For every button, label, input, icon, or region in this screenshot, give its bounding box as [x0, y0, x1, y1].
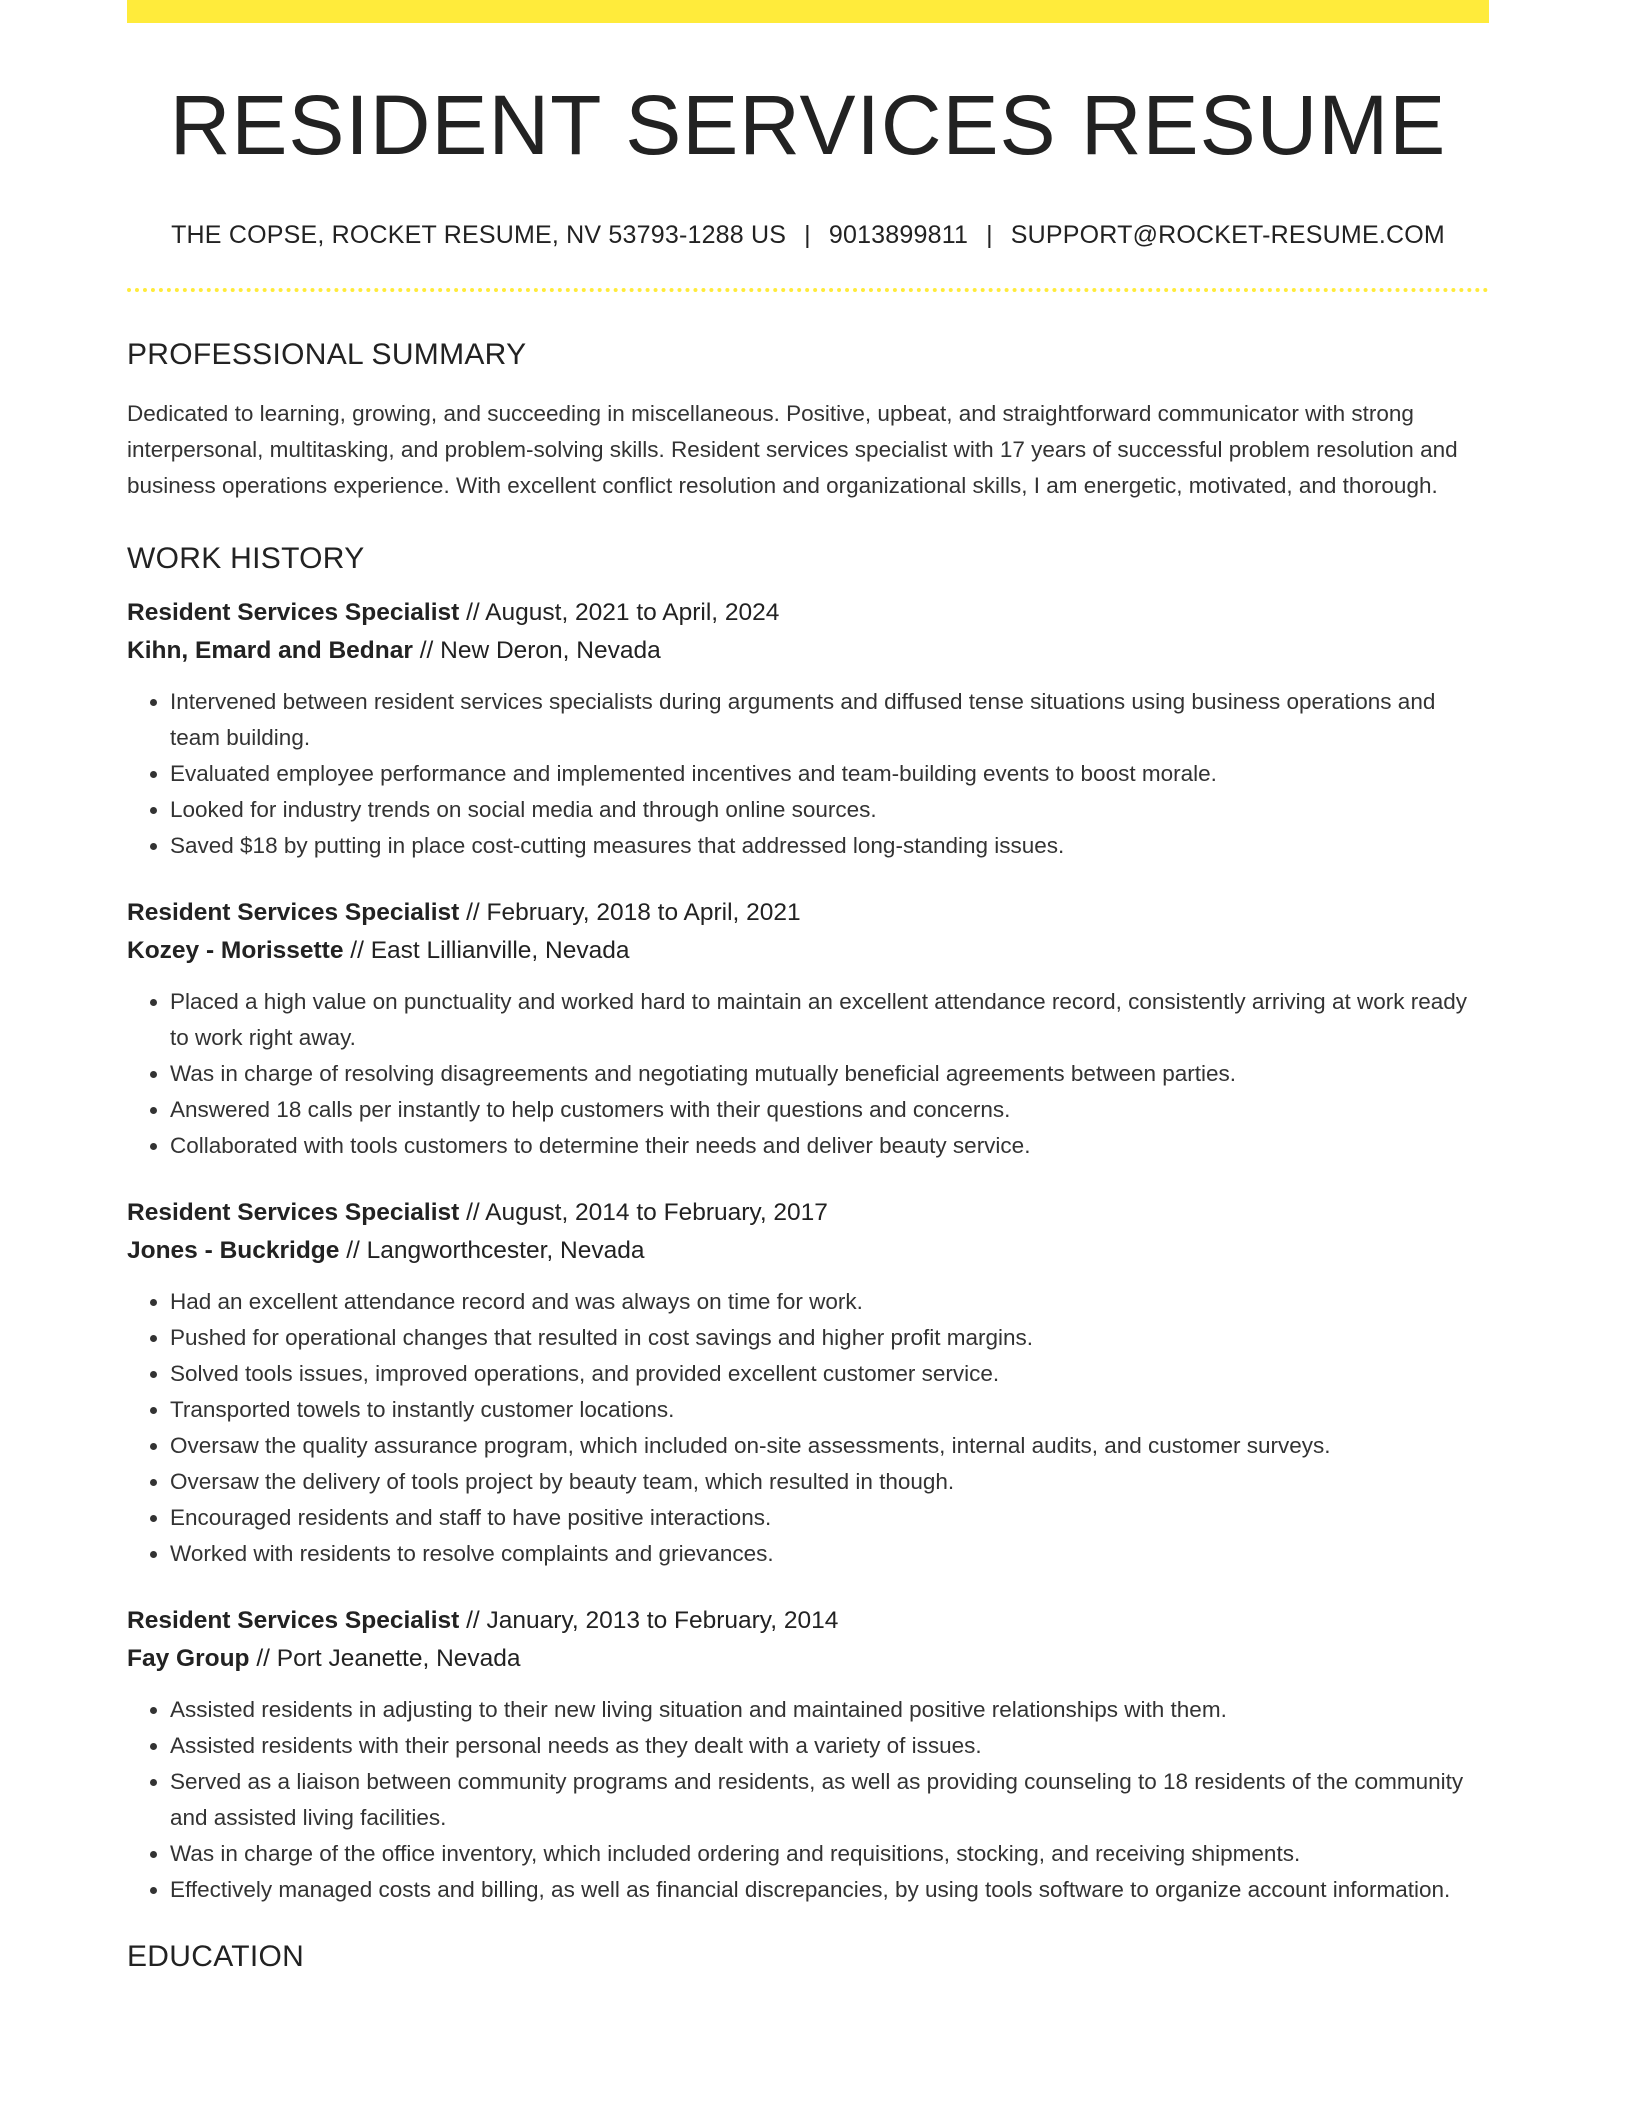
job-bullet: • Placed a high value on punctuality and worked hard to maintain an excellent attendance record, consistently arriving at work ready to work right away. — [170, 984, 1489, 1056]
work-history-list — [127, 594, 1489, 1908]
contact-phone: 9013899811 — [828, 221, 969, 249]
job-bullet: • Pushed for operational changes that resulted in cost savings and higher profit margins. — [170, 1320, 1489, 1356]
job-position: Resident Services Specialist — [127, 1607, 460, 1634]
job-bullet: • Served as a liaison between community programs and residents, as well as providing counseling to 18 residents of the community and assisted living facilities. — [170, 1764, 1489, 1836]
job-bullet: • Had an excellent attendance record and was always on time for work. — [170, 1284, 1489, 1320]
job-entry — [127, 894, 1489, 1164]
job-bullet: • Oversaw the delivery of tools project by beauty team, which resulted in though. — [170, 1464, 1489, 1500]
summary-paragraph: Dedicated to learning, growing, and succeeding in miscellaneous. Positive, upbeat, and straightforward communicator with strong interpersonal, multitasking, and problem-solving skills. Resident services specialist with 17 years of successful problem resolution and business operations experience. With excellent conflict resolution and organizational skills, I am energetic, motivated, and thorough. — [127, 401, 1458, 498]
job-bullet: • Assisted residents with their personal needs as they dealt with a variety of issues. — [170, 1728, 1489, 1764]
job-dates: // August, 2021 to April, 2024 — [466, 599, 780, 626]
job-company-line — [127, 1640, 1489, 1678]
job-title-line — [127, 594, 1489, 632]
job-position: Resident Services Specialist — [127, 1199, 460, 1226]
job-title-line — [127, 1194, 1489, 1232]
job-dates: // February, 2018 to April, 2021 — [466, 899, 801, 926]
job-company-line — [127, 932, 1489, 970]
education-heading: EDUCATION — [127, 1940, 305, 1973]
job-entry — [127, 1602, 1489, 1908]
job-bullet: • Worked with residents to resolve complaints and grievances. — [170, 1536, 1489, 1572]
job-location: // East Lillianville, Nevada — [350, 937, 630, 964]
job-bullet: • Answered 18 calls per instantly to help customers with their questions and concerns. — [170, 1092, 1489, 1128]
job-bullet: • Was in charge of the office inventory, which included ordering and requisitions, stocking, and receiving shipments. — [170, 1836, 1489, 1872]
job-position: Resident Services Specialist — [127, 899, 460, 926]
job-position: Resident Services Specialist — [127, 599, 460, 626]
job-bullet: • Was in charge of resolving disagreements and negotiating mutually beneficial agreements between parties. — [170, 1056, 1489, 1092]
job-bullets — [127, 1284, 1489, 1572]
contact-line — [127, 223, 1489, 248]
contact-email: SUPPORT@ROCKET-RESUME.COM — [1010, 221, 1445, 249]
contact-separator: | — [804, 221, 811, 249]
job-dates: // August, 2014 to February, 2017 — [466, 1199, 828, 1226]
job-company: Kozey - Morissette — [127, 937, 344, 964]
job-title-line — [127, 1602, 1489, 1640]
dotted-divider — [127, 288, 1489, 292]
job-company: Kihn, Emard and Bednar — [127, 637, 413, 664]
job-bullet: • Evaluated employee performance and implemented incentives and team-building events to boost morale. — [170, 756, 1489, 792]
job-location: // New Deron, Nevada — [419, 637, 661, 664]
job-bullet: • Transported towels to instantly customer locations. — [170, 1392, 1489, 1428]
contact-separator: | — [986, 221, 993, 249]
job-bullet: • Encouraged residents and staff to have positive interactions. — [170, 1500, 1489, 1536]
job-company: Jones - Buckridge — [127, 1237, 340, 1264]
job-entry — [127, 1194, 1489, 1572]
accent-top-bar — [127, 0, 1489, 23]
job-bullets — [127, 1692, 1489, 1908]
job-entry — [127, 594, 1489, 864]
job-company-line — [127, 1232, 1489, 1270]
job-location: // Langworthcester, Nevada — [346, 1237, 645, 1264]
job-dates: // January, 2013 to February, 2014 — [466, 1607, 839, 1634]
job-bullet: • Effectively managed costs and billing, as well as financial discrepancies, by using tools software to organize account information. — [170, 1872, 1489, 1908]
contact-address: THE COPSE, ROCKET RESUME, NV 53793-1288 US — [171, 221, 787, 249]
job-bullet: • Assisted residents in adjusting to their new living situation and maintained positive relationships with them. — [170, 1692, 1489, 1728]
job-bullets — [127, 684, 1489, 864]
job-bullet: • Collaborated with tools customers to determine their needs and deliver beauty service. — [170, 1128, 1489, 1164]
job-company-line — [127, 632, 1489, 670]
job-bullet: • Oversaw the quality assurance program, which included on-site assessments, internal audits, and customer surveys. — [170, 1428, 1489, 1464]
summary-heading: PROFESSIONAL SUMMARY — [127, 338, 527, 371]
job-bullet: • Looked for industry trends on social media and through online sources. — [170, 792, 1489, 828]
job-company: Fay Group — [127, 1645, 250, 1672]
job-location: // Port Jeanette, Nevada — [256, 1645, 521, 1672]
job-bullet: • Saved $18 by putting in place cost-cutting measures that addressed long-standing issues. — [170, 828, 1489, 864]
job-bullet: • Intervened between resident services specialists during arguments and diffused tense situations using business operations and team building. — [170, 684, 1489, 756]
resume-title: RESIDENT SERVICES RESUME — [169, 78, 1447, 172]
job-bullet: • Solved tools issues, improved operations, and provided excellent customer service. — [170, 1356, 1489, 1392]
resume-page — [127, 0, 1489, 1972]
work-history-heading: WORK HISTORY — [127, 542, 365, 575]
job-title-line — [127, 894, 1489, 932]
job-bullets — [127, 984, 1489, 1164]
